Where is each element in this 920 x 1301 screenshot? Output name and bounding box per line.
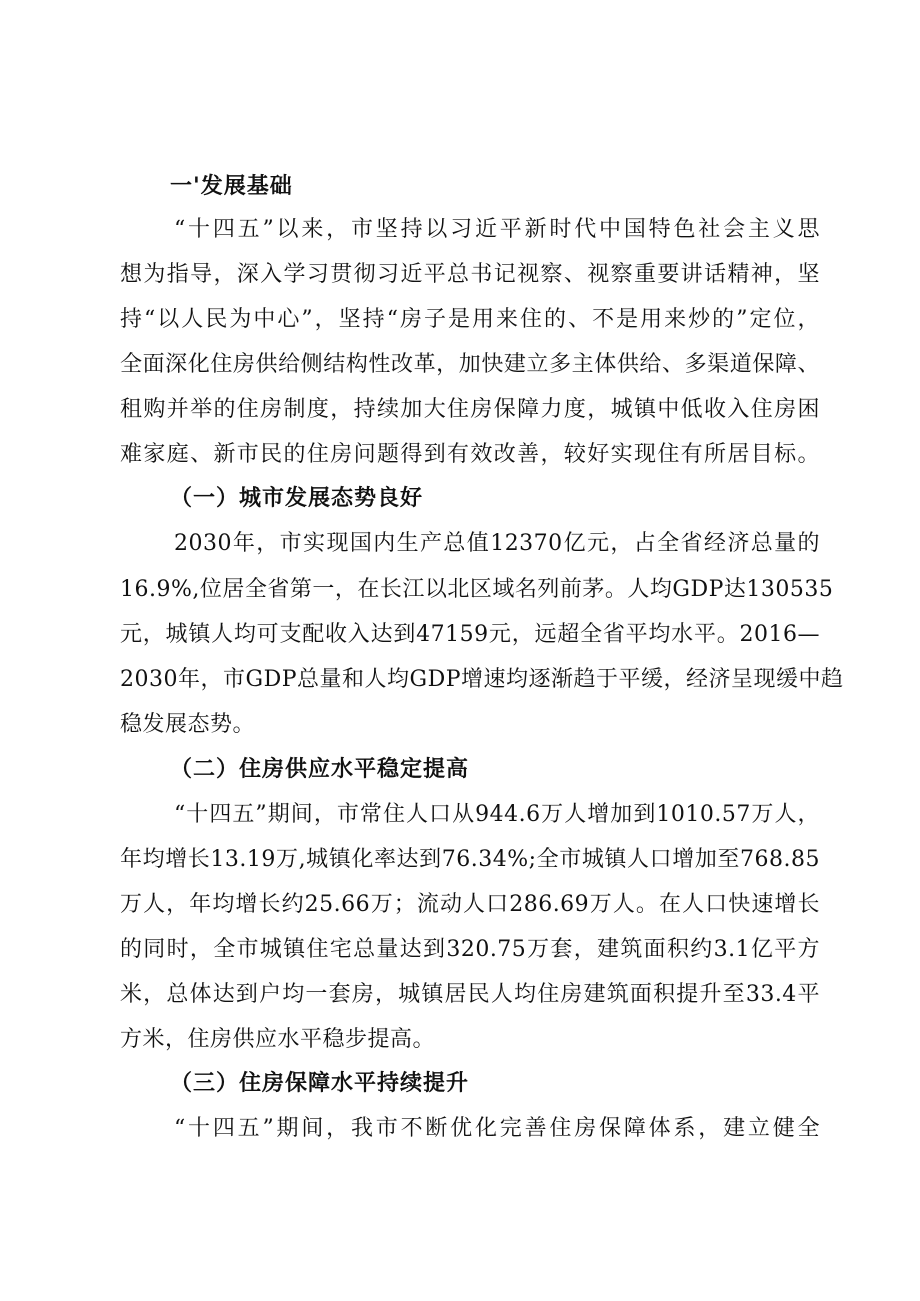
- paragraph-line: 想为指导，深入学习贯彻习近平总书记视察、视察重要讲话精神，坚: [120, 262, 820, 287]
- section-heading: 一'发展基础: [170, 174, 293, 199]
- paragraph-line: 难家庭、新市民的住房问题得到有效改善，较好实现住有所居目标。: [120, 442, 820, 467]
- paragraph-line: 持“以人民为中心”，坚持“房子是用来住的、不是用来炒的”定位，: [120, 307, 820, 332]
- paragraph-line: 2030年，市实现国内生产总值12370亿元，占全省经济总量的: [174, 531, 820, 556]
- paragraph-line: 2030年，市GDP总量和人均GDP增速均逐渐趋于平缓，经济呈现缓中趋: [120, 667, 844, 692]
- paragraph-line: 全面深化住房供给侧结构性改革，加快建立多主体供给、多渠道保障、: [120, 352, 820, 377]
- paragraph-line: 米，总体达到户均一套房，城镇居民人均住房建筑面积提升至33.4平: [120, 982, 820, 1007]
- paragraph-line: “十四五”期间，我市不断优化完善住房保障体系，建立健全: [174, 1116, 820, 1141]
- paragraph-line: “十四五”期间，市常住人口从944.6万人增加到1010.57万人，: [174, 802, 820, 827]
- paragraph-line: 年均增长13.19万,城镇化率达到76.34%;全市城镇人口增加至768.85: [120, 847, 820, 872]
- subsection-heading: （一）城市发展态势良好: [170, 486, 424, 511]
- paragraph-line: 元，城镇人均可支配收入达到47159元，远超全省平均水平。2016—: [120, 622, 820, 647]
- subsection-heading: （三）住房保障水平持续提升: [170, 1071, 470, 1096]
- paragraph-line: 租购并举的住房制度，持续加大住房保障力度，城镇中低收入住房困: [120, 397, 820, 422]
- paragraph-line: 的同时，全市城镇住宅总量达到320.75万套，建筑面积约3.1亿平方: [120, 937, 820, 962]
- subsection-heading: （二）住房供应水平稳定提高: [170, 757, 470, 782]
- paragraph-line: 稳发展态势。: [120, 712, 256, 737]
- paragraph-line: 16.9%,位居全省第一，在长江以北区域名列前茅。人均GDP达130535: [120, 577, 834, 602]
- paragraph-line: “十四五”以来，市坚持以习近平新时代中国特色社会主义思: [174, 217, 820, 242]
- paragraph-line: 万人，年均增长约25.66万；流动人口286.69万人。在人口快速增长: [120, 892, 820, 917]
- paragraph-line: 方米，住房供应水平稳步提高。: [120, 1027, 436, 1052]
